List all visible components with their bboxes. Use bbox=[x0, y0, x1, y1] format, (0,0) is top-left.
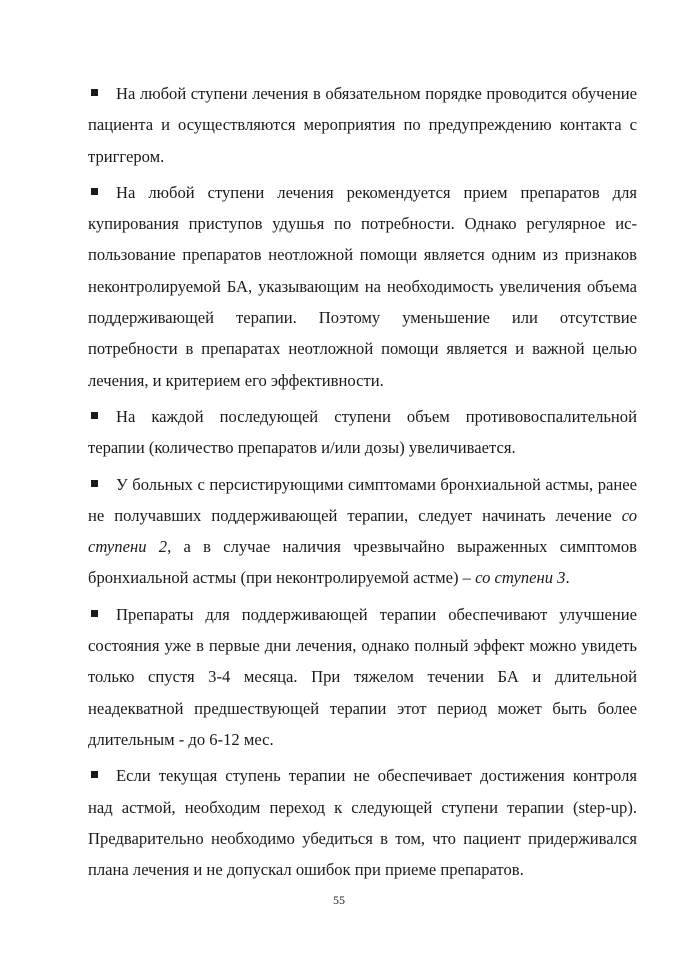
paragraph-text: На каждой последующей ступени объем противовоспалительной терапии (количество препаратов и/или дозы) увеличивается. bbox=[88, 406, 637, 458]
italic-emphasis: со ступени 3 bbox=[475, 568, 566, 588]
bullet-paragraph bbox=[88, 401, 637, 464]
bullet-square-icon bbox=[91, 610, 98, 617]
bullet-paragraph bbox=[88, 760, 637, 885]
document-body bbox=[88, 78, 637, 890]
paragraph-text: На любой ступени лечения рекомендуется прием препаратов для купирования приступов удушья по потребности. Однако регулярное использование препаратов неотложной помощи является одним из признаков неконтролируемой БА, указывающим на необходимость увеличения объема поддерживающей терапии. Поэтому уменьшение или отсутствие потребности в препаратах неотложной помощи является и важной целью лечения, и критерием его эффективности. bbox=[88, 182, 637, 390]
paragraph-text: Препараты для поддерживающей терапии обеспечивают улучшение состояния уже в первые дни лечения, однако полный эффект можно увидеть только спустя 3-4 месяца. При тяжелом течении БА и длительной неадекватной предшествующей терапии этот период может быть более длительным - до 6-12 мес. bbox=[88, 604, 637, 749]
bullet-square-icon bbox=[91, 771, 98, 778]
bullet-square-icon bbox=[91, 412, 98, 419]
bullet-square-icon bbox=[91, 188, 98, 195]
bullet-paragraph bbox=[88, 599, 637, 755]
paragraph-text: На любой ступени лечения в обязательном порядке проводится обучение пациента и осуществляются мероприятия по предупреждению контакта с триггером. bbox=[88, 84, 637, 166]
bullet-square-icon bbox=[91, 480, 98, 487]
italic-emphasis: со ступени 2 bbox=[88, 505, 637, 557]
page-number: 55 bbox=[333, 893, 345, 907]
bullet-paragraph bbox=[88, 177, 637, 396]
paragraph-text: . bbox=[565, 568, 570, 588]
paragraph-text: Если текущая ступень терапии не обеспечивает достижения контроля над астмой, необходим переход к следующей ступени терапии (step-up). Предварительно необходимо убедиться в том, что пациент придерживался плана лечения и не допускал ошибок при приеме препаратов. bbox=[88, 766, 637, 880]
bullet-paragraph bbox=[88, 78, 637, 172]
paragraph-text: У больных с персистирующими симптомами бронхиальной астмы, ранее не получавших поддерживающей терапии, следует начинать лечение bbox=[88, 474, 637, 525]
bullet-square-icon bbox=[91, 89, 98, 96]
bullet-paragraph bbox=[88, 469, 637, 594]
paragraph-text: , а в случае наличия чрезвычайно выраженных симптомов бронхиальной астмы (при неконтролируемой астме) – bbox=[88, 537, 637, 588]
